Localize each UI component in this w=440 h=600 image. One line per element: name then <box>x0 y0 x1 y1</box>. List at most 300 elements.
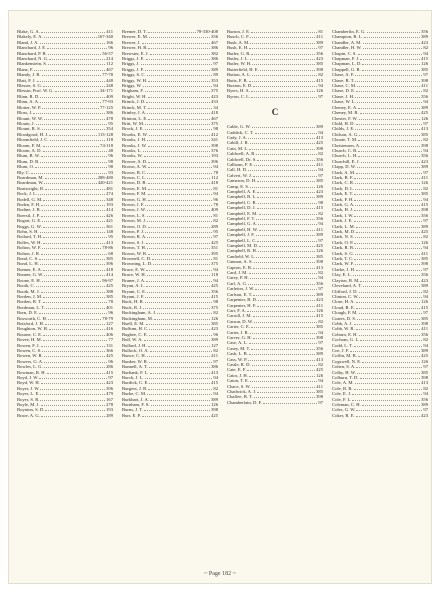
dot-leader <box>251 88 315 92</box>
dot-leader <box>148 251 210 255</box>
entry-pages: 167-340 <box>97 34 113 40</box>
index-column-2 <box>122 29 218 571</box>
entry-pages: 131 <box>106 342 113 348</box>
entry-pages: 398 <box>316 66 323 72</box>
dot-leader <box>150 348 213 352</box>
dot-leader <box>147 391 212 395</box>
dot-leader <box>260 67 315 71</box>
entry-name: Cheney, M. R. <box>332 110 359 116</box>
dot-leader <box>31 170 108 174</box>
entry-name: Butterfield, H. E. <box>227 66 259 72</box>
entry-name: Brinck, J. D. <box>122 99 146 105</box>
entry-name: Chaffee, B. T. <box>227 394 253 400</box>
entry-name: Carey, P. H. <box>227 275 249 281</box>
entry-pages: 356 <box>316 280 323 286</box>
dot-leader <box>247 367 315 371</box>
entry-pages: 97 <box>318 45 323 51</box>
entry-pages: 97 <box>318 340 323 346</box>
entry-pages: 385 <box>421 66 428 72</box>
entry-name: Carroll, J. M. <box>227 313 252 319</box>
entry-pages: 398 <box>316 394 323 400</box>
entry-pages: 425 <box>421 110 428 116</box>
entry-pages: 415 <box>316 313 323 319</box>
entry-pages: 94 <box>213 277 218 283</box>
entry-pages: 412 <box>211 131 218 137</box>
entry-name: Brown, P. J. <box>122 229 145 235</box>
dot-leader <box>148 197 213 201</box>
dot-leader <box>43 267 105 271</box>
entry-pages: 425 <box>106 283 113 289</box>
entry-name: Cohen, S. A. <box>332 364 356 370</box>
entry-name: Champion, R. L. <box>332 34 363 40</box>
dot-leader <box>48 51 102 55</box>
entry-pages: 97 <box>423 120 428 126</box>
entry-name: Calhoun, F. E. <box>227 161 254 167</box>
dot-leader <box>359 310 423 314</box>
entry-pages: 126 <box>421 358 428 364</box>
entry-name: Burke, C. M. <box>122 391 147 397</box>
entry-name: Coburn, E. H. <box>332 331 358 337</box>
entry-pages: 97 <box>423 310 428 316</box>
dot-leader <box>45 186 105 190</box>
dot-leader <box>146 278 212 282</box>
dot-leader <box>354 213 420 217</box>
entry-name: Borden, R. T. <box>17 299 42 305</box>
dot-leader <box>144 153 211 157</box>
entry-pages: 94 <box>423 342 428 348</box>
entry-name: Buffum, H. C. <box>122 326 149 332</box>
dot-leader <box>50 137 106 141</box>
entry-pages: 411 <box>421 174 428 180</box>
entry-pages: 126 <box>316 372 323 378</box>
dot-leader <box>359 116 421 120</box>
entry-pages: 415 <box>421 56 428 62</box>
entry-pages: 78 <box>108 299 113 305</box>
entry-name: Brooks, J. H. <box>122 137 147 143</box>
entry-pages: 423 <box>211 93 218 99</box>
entry-name: Carter, C. E. <box>227 324 250 330</box>
entry-pages: 398 <box>421 77 428 83</box>
entry-name: Busch, C. F. <box>227 34 250 40</box>
entry-pages: 98 <box>318 199 323 205</box>
entry-pages: 356 <box>316 50 323 56</box>
entry-name: Boardman, W. <box>17 180 44 186</box>
dot-leader <box>355 180 420 184</box>
entry-pages: 356 <box>421 331 428 337</box>
dot-leader <box>251 29 317 33</box>
entry-pages: 89 <box>213 72 218 78</box>
entry-pages: 411 <box>316 34 323 40</box>
dot-leader <box>40 397 105 401</box>
dot-leader <box>41 380 105 384</box>
entry-pages: 126 <box>211 402 218 408</box>
entry-name: Bremer, D. T. <box>122 29 148 34</box>
dot-leader <box>148 224 210 228</box>
entry-pages: 385 <box>316 389 323 394</box>
dot-leader <box>149 132 210 136</box>
entry-name: Chandler, H. W. <box>332 45 362 51</box>
entry-pages: 81 <box>213 212 218 218</box>
entry-pages: 94 <box>213 375 218 380</box>
dot-leader <box>40 159 107 163</box>
index-column-1 <box>17 29 113 571</box>
entry-name: Brewer, J. <box>122 39 141 45</box>
entry-name: Bowen, W. R. <box>17 353 43 359</box>
entry-pages: 166 <box>106 39 113 45</box>
entry-name: Coffin, M. B. <box>332 353 357 359</box>
dot-leader <box>263 400 317 404</box>
entry-pages: 97 <box>213 61 218 67</box>
entry-pages: 421 <box>106 218 113 224</box>
entry-pages: 420-421 <box>97 180 113 186</box>
entry-name: Bull, W. A. <box>122 337 143 343</box>
entry-name: Bowen, C. S. <box>17 347 42 353</box>
entry-name: Cannon, A. S. <box>227 259 253 265</box>
entry-name: Blanchard, N. G. <box>17 56 49 62</box>
dot-leader <box>146 56 211 60</box>
entry-pages: 96 <box>108 153 113 159</box>
index-page <box>8 10 432 584</box>
entry-pages: 98 <box>108 164 113 170</box>
entry-name: Bolton, J. R. <box>17 250 41 256</box>
dot-leader <box>48 316 101 320</box>
entry-name: Brown, A. W. <box>122 164 148 170</box>
entry-name: Chase, W. L. <box>332 99 356 105</box>
entry-name: Bowman, R. H. <box>17 369 46 375</box>
dot-leader <box>41 213 105 217</box>
entry-name: Boggs, G. W. <box>17 223 42 229</box>
entry-pages: 389 <box>211 66 218 72</box>
entry-name: Boyer, L. E. <box>17 391 40 397</box>
dot-leader <box>38 191 105 195</box>
entry-pages: 375 <box>211 304 218 310</box>
dot-leader <box>149 359 212 363</box>
entry-pages: 356 <box>421 29 428 34</box>
dot-leader <box>49 56 105 60</box>
dot-leader <box>354 191 420 195</box>
dot-leader <box>142 413 210 417</box>
entry-name: Blanz, F. <box>17 66 34 72</box>
dot-leader <box>249 373 315 377</box>
dot-leader <box>37 78 105 82</box>
entry-pages: 425 <box>316 140 323 146</box>
entry-pages: 418 <box>106 266 113 272</box>
entry-name: Byers, H. A. <box>227 88 250 94</box>
page-number-footer: ~ Page 182 ~ <box>204 571 236 577</box>
dot-leader <box>146 267 212 271</box>
entry-name: Christensen, A. <box>332 142 361 148</box>
entry-pages: 361 <box>106 223 113 229</box>
entry-name: Clark, H. J. <box>332 207 354 213</box>
dot-leader <box>254 162 315 166</box>
dot-leader <box>47 370 105 374</box>
entry-pages: 478 <box>106 115 113 121</box>
entry-pages: 94 <box>423 99 428 105</box>
entry-pages: 411 <box>316 226 323 232</box>
entry-name: Bullock, O. A. <box>122 347 149 353</box>
entry-name: Boyd, W. H. <box>17 380 40 386</box>
dot-leader <box>355 245 422 249</box>
dot-leader <box>356 267 422 271</box>
entry-pages: 388 <box>106 288 113 294</box>
index-entry <box>17 413 113 418</box>
entry-pages: 34-171 <box>99 88 113 94</box>
dot-leader <box>251 346 315 350</box>
dot-leader <box>145 229 212 233</box>
index-entry <box>122 413 218 418</box>
dot-leader <box>257 389 315 393</box>
dot-leader <box>149 380 210 384</box>
entry-pages: 385 <box>316 253 323 259</box>
entry-pages: 385 <box>421 256 428 262</box>
entry-pages: 126 <box>421 299 428 305</box>
entry-name: Chase, D. E. <box>332 88 356 94</box>
entry-pages: 398 <box>316 145 323 151</box>
dot-leader <box>355 78 420 82</box>
entry-pages: 82 <box>318 151 323 157</box>
entry-name: Blount, W. W. <box>17 115 43 121</box>
entry-pages: 81 <box>213 185 218 191</box>
entry-name: Bloom, F. M. <box>17 142 42 148</box>
entry-pages: 411 <box>211 353 218 359</box>
entry-name: Clark, I. W. <box>332 212 354 218</box>
dot-leader <box>359 294 422 298</box>
entry-pages: 348 <box>106 196 113 202</box>
entry-name: Chase, J. H. <box>332 93 355 99</box>
index-column-4 <box>332 29 428 571</box>
dot-leader <box>42 72 102 76</box>
entry-name: Chappell, G. R. <box>332 66 361 72</box>
entry-name: Bolles, W. H. <box>17 239 42 245</box>
dot-leader <box>149 34 210 38</box>
entry-name: Blanchard, P. B. <box>17 50 47 56</box>
entry-pages: 94 <box>318 129 323 135</box>
entry-pages: 289 <box>211 223 218 229</box>
dot-leader <box>41 251 107 255</box>
entry-name: Carl, A. G. <box>227 280 248 286</box>
entry-name: Boyer, J. W. <box>17 385 40 391</box>
dot-leader <box>42 218 105 222</box>
entry-name: Casey, M. T. <box>227 345 251 351</box>
entry-name: Bonner, G. W. <box>17 272 44 278</box>
entry-pages: 82 <box>423 45 428 51</box>
dot-leader <box>361 159 420 163</box>
entry-pages: 398 <box>211 407 218 413</box>
entry-pages: 375 <box>211 261 218 267</box>
entry-name: Clayton, B. M. <box>332 277 360 283</box>
entry-name: Bunker, W. R. <box>122 358 148 364</box>
entry-name: Campbell, C. R. <box>227 199 257 205</box>
entry-name: Brooks, E. W. <box>122 131 148 137</box>
entry-name: Clark, J. E. <box>332 218 353 224</box>
entry-name: Blum, O. <box>17 164 34 170</box>
entry-name: Buckingham, M. <box>122 315 154 321</box>
entry-pages: 77 <box>108 337 113 343</box>
entry-pages: 411 <box>421 83 428 89</box>
entry-name: Close, H. A. <box>332 299 355 305</box>
entry-name: Caldwell, A. R. <box>227 151 256 157</box>
entry-name: Bryant, C. E. <box>122 288 147 294</box>
dot-leader <box>355 94 420 98</box>
entry-name: Bogart, G. E. <box>17 218 42 224</box>
entry-pages: 389 <box>421 104 428 110</box>
entry-name: Clark, S. G. <box>332 250 354 256</box>
entry-pages: 77-78 <box>102 72 113 78</box>
entry-name: Campbell, H. W. <box>227 226 258 232</box>
dot-leader <box>147 137 210 141</box>
entry-name: Bush, E. H. <box>227 45 249 51</box>
entry-pages: 97 <box>423 364 428 370</box>
entry-name: Buckingham, A. J. <box>122 310 157 316</box>
dot-leader <box>43 337 108 341</box>
entry-name: Burton, J. E. <box>227 29 251 34</box>
entry-name: Brigham, F. <box>122 88 144 94</box>
entry-name: Campbell, R. H. <box>227 248 257 254</box>
entry-pages: 415 <box>316 205 323 211</box>
entry-pages: 34 <box>213 104 218 110</box>
dot-leader <box>150 397 210 401</box>
entry-name: Brown, D. B. <box>122 180 147 186</box>
dot-leader <box>143 305 210 309</box>
entry-name: Capron, E. B. <box>227 264 253 270</box>
entry-pages: 126 <box>421 115 428 121</box>
entry-name: Clark, A. M. <box>332 169 356 175</box>
entry-name: Chamberlin, E. G. <box>332 29 366 34</box>
dot-leader <box>248 281 315 285</box>
entry-pages: 95 <box>108 234 113 240</box>
dot-leader <box>44 34 97 38</box>
dot-leader <box>145 121 210 125</box>
dot-leader <box>364 34 420 38</box>
entry-pages: 94 <box>423 245 428 251</box>
dot-leader <box>247 308 315 312</box>
entry-name: Coleman, C. H. <box>332 402 361 408</box>
entry-pages: 385 <box>106 293 113 299</box>
dot-leader <box>151 402 211 406</box>
dot-leader <box>148 105 213 109</box>
entry-name: Brace, A. G. <box>17 412 40 418</box>
entry-pages: 467 <box>211 39 218 45</box>
entry-name: Coles, G. W. <box>332 407 356 413</box>
entry-pages: 467 <box>106 66 113 72</box>
entry-name: Bly, C. <box>17 169 30 175</box>
entry-pages: 385 <box>421 369 428 375</box>
entry-name: Cobb, A. J. <box>332 320 353 326</box>
dot-leader <box>363 40 421 44</box>
entry-name: Blessin, Prof. W. G. <box>17 88 54 94</box>
entry-pages: 423 <box>421 277 428 283</box>
entry-pages: 94 <box>423 196 428 202</box>
entry-name: Buck, H. R. <box>122 299 144 305</box>
entry-name: Blinn, R. D. <box>17 93 40 99</box>
dot-leader <box>145 67 210 71</box>
entry-pages: 413 <box>421 126 428 132</box>
entry-pages: 426 <box>106 212 113 218</box>
entry-pages: 389 <box>316 39 323 45</box>
dot-leader <box>357 164 420 168</box>
entry-name: Buxton, E. D. <box>227 83 253 89</box>
entry-name: Blount, R. S. <box>17 126 41 132</box>
dot-leader <box>148 386 212 390</box>
dot-leader <box>360 56 420 60</box>
dot-leader <box>355 72 422 76</box>
dot-leader <box>41 289 105 293</box>
entry-pages: 425 <box>211 239 218 245</box>
entry-pages: 96-97 <box>102 277 113 283</box>
dot-leader <box>44 116 105 120</box>
entry-name: Brown, E. M. <box>122 185 148 191</box>
entry-pages: 94 <box>213 391 218 397</box>
entry-pages: 389 <box>316 351 323 357</box>
entry-name: Chapman, F. J. <box>332 56 360 62</box>
dot-leader <box>146 321 211 325</box>
dot-leader <box>250 184 315 188</box>
dot-leader <box>355 251 420 255</box>
entry-pages: 386 <box>211 45 218 51</box>
entry-pages: 423 <box>316 56 323 62</box>
entry-pages: 97 <box>318 286 323 292</box>
dot-leader <box>358 148 422 152</box>
entry-pages: 97 <box>213 358 218 364</box>
entry-name: Clark, D. L. <box>332 185 355 191</box>
entry-pages: 78-79 <box>102 315 113 321</box>
entry-pages: 82 <box>423 337 428 343</box>
entry-name: Colby, H. W. <box>332 369 356 375</box>
entry-name: Blanchard, J. E. <box>17 45 47 51</box>
dot-leader <box>147 272 210 276</box>
entry-name: Boone, E. H. <box>17 277 41 283</box>
entry-pages: 413 <box>316 356 323 362</box>
dot-leader <box>354 197 422 201</box>
dot-leader <box>43 294 105 298</box>
entry-name: Bunce, C. H. <box>122 353 146 359</box>
entry-pages: 126 <box>316 248 323 254</box>
entry-pages: 94 <box>423 147 428 153</box>
dot-leader <box>148 343 210 347</box>
entry-name: Burdick, C. E. <box>122 380 149 386</box>
dot-leader <box>42 278 101 282</box>
entry-pages: 82 <box>423 234 428 240</box>
dot-leader <box>147 213 213 217</box>
entry-pages: 356 <box>421 272 428 278</box>
dot-leader <box>356 413 420 417</box>
entry-pages: 411 <box>421 250 428 256</box>
entry-pages: 78 <box>213 169 218 175</box>
dot-leader <box>255 286 317 290</box>
entry-name: Campbell, D. J. <box>227 205 256 211</box>
entry-pages: 423 <box>106 380 113 386</box>
entry-pages: 98 <box>213 299 218 305</box>
entry-name: Bullard, J. H. <box>122 342 147 348</box>
entry-name: Bonner, E. A. <box>17 266 42 272</box>
entry-pages: 425 <box>316 367 323 373</box>
entry-pages: 112 <box>211 174 218 180</box>
dot-leader <box>39 256 105 260</box>
entry-name: Boatwright, R. <box>17 185 45 191</box>
entry-pages: 356 <box>316 345 323 351</box>
entry-name: Calvert, W. J. <box>227 172 252 178</box>
entry-pages: 353 <box>211 77 218 83</box>
entry-pages: 93 <box>108 169 113 175</box>
dot-leader <box>357 99 423 103</box>
dot-leader <box>43 197 105 201</box>
entry-name: Brooks, J. W. <box>122 142 147 148</box>
dot-leader <box>354 207 420 211</box>
dot-leader <box>363 283 420 287</box>
entry-pages: 82 <box>213 347 218 353</box>
entry-pages: 433 <box>211 99 218 105</box>
entry-pages: 401 <box>106 304 113 310</box>
